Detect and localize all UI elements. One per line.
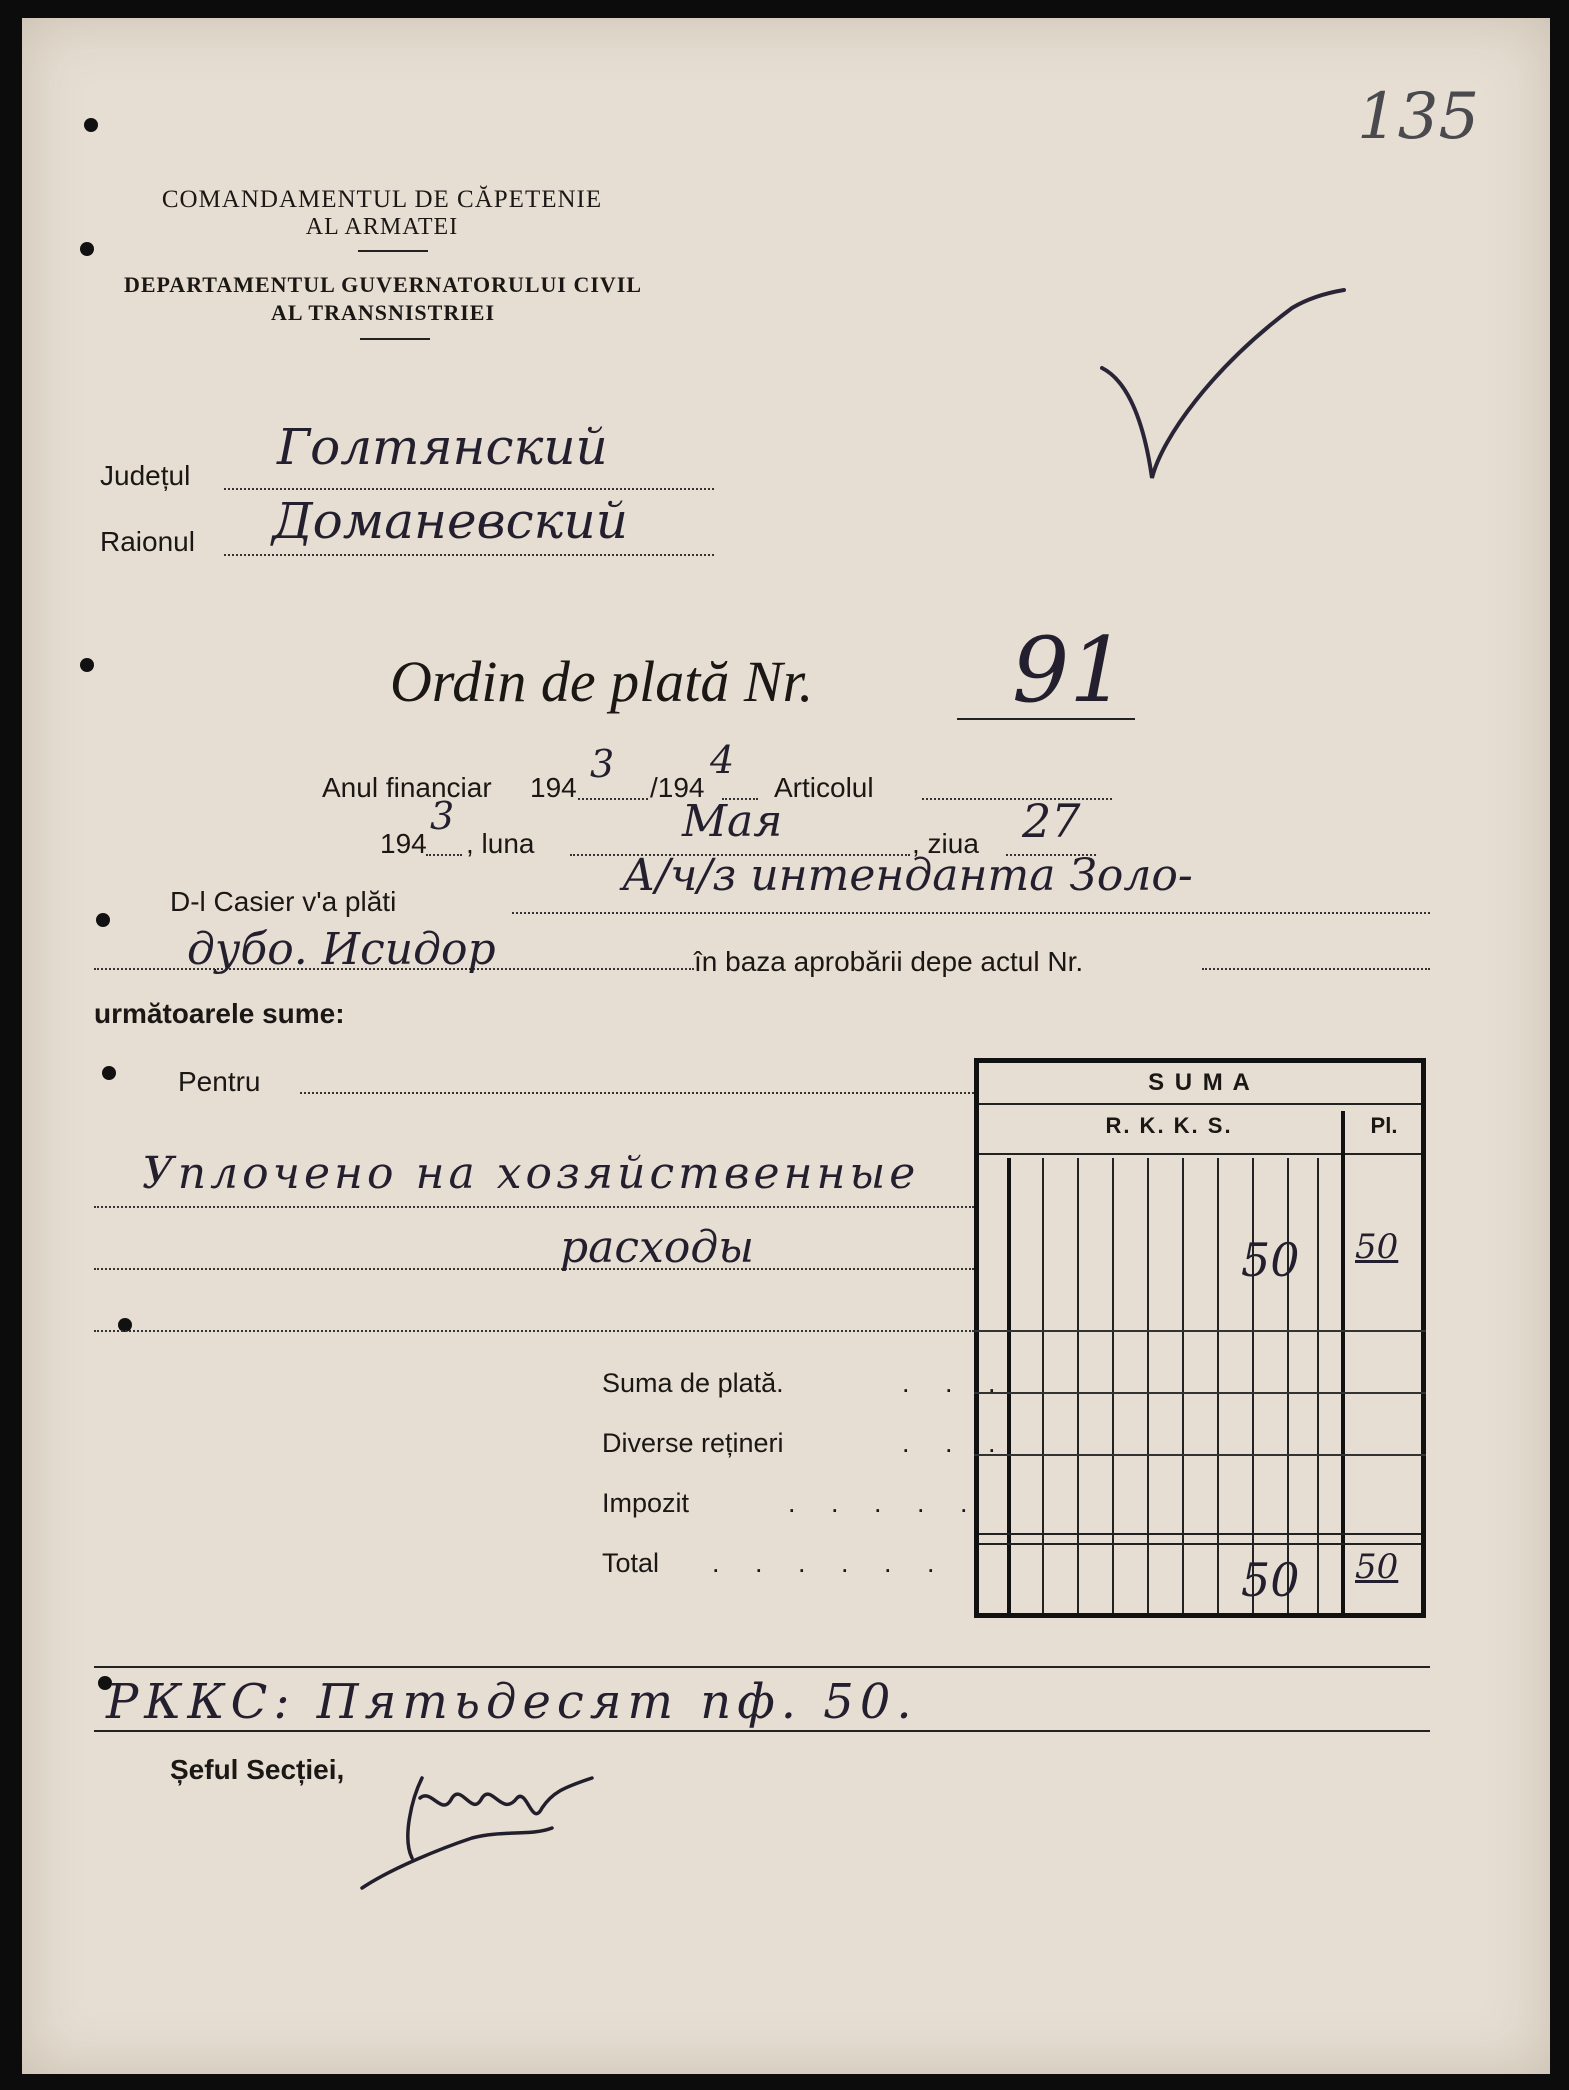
pl-header: Pl. — [1370, 1113, 1398, 1138]
words-line-top — [94, 1666, 1430, 1668]
aprobare-label: în baza aprobării depe actul Nr. — [694, 946, 1084, 977]
sum-in-words: РККС: Пятьдесят пф. 50. — [106, 1674, 918, 1730]
pentru-line-3 — [94, 1330, 974, 1332]
document-title: Ordin de plată Nr. — [390, 649, 814, 714]
pentru-line-0 — [300, 1092, 974, 1094]
raionul-line — [224, 554, 714, 556]
header-line-2: AL ARMATEI — [305, 214, 459, 240]
header-divider — [360, 338, 430, 340]
articolul-line — [922, 798, 1112, 800]
casier-label: D-l Casier v'a plăti — [170, 886, 397, 917]
suma-table — [974, 1058, 1426, 1618]
year-line-1 — [578, 798, 648, 800]
date-year-prefix: 194 — [380, 828, 427, 859]
suma-header: S U M A — [1148, 1069, 1252, 1096]
leader-dots: . . . . . . — [712, 1548, 949, 1578]
punch-hole — [84, 118, 98, 132]
aprobare-line — [1202, 968, 1430, 970]
casier-line — [512, 912, 1430, 914]
check-mark-icon — [1082, 288, 1362, 508]
diverse-retineri-label: Diverse rețineri — [602, 1428, 784, 1458]
punch-hole — [80, 658, 94, 672]
pentru-label: Pentru — [178, 1066, 261, 1097]
pentru-value-line-1: Уплочено на хозяйственные — [142, 1148, 920, 1199]
luna-label: , luna — [466, 828, 535, 859]
total-label: Total — [602, 1548, 660, 1578]
punch-hole — [96, 913, 110, 927]
date-year-digit: 3 — [430, 794, 455, 838]
year-prefix: 194 — [530, 772, 577, 803]
leader-dots: . . . — [902, 1368, 1010, 1398]
rkks-header: R. K. K. S. — [1105, 1113, 1233, 1138]
page-number: 135 — [1357, 80, 1480, 154]
year-digit-2: 4 — [710, 738, 735, 782]
judetul-value: Голтянский — [277, 418, 608, 476]
total-amount-pl: 50 — [1355, 1547, 1399, 1587]
payee-value-line-1: А/ч/з интенданта Золо- — [622, 850, 1193, 901]
table-rule — [979, 1533, 1421, 1535]
ziua-value: 27 — [1022, 794, 1081, 848]
table-rule — [979, 1103, 1421, 1105]
table-row-line — [974, 1392, 1426, 1394]
header-line-4: AL TRANSNISTRIEI — [270, 300, 496, 325]
header-line-1: COMANDAMENTUL DE CĂPETENIE — [161, 186, 603, 213]
suma-de-plata-label: Suma de plată. — [602, 1368, 784, 1398]
date-year-line — [426, 854, 462, 856]
seful-sectiei-label: Șeful Secției, — [170, 1754, 345, 1785]
table-rule — [979, 1543, 1421, 1545]
payee-value-line-2: дубо. Исидор — [187, 924, 496, 975]
pentru-value-line-2: расходы — [560, 1222, 755, 1273]
total-amount: 50 — [1241, 1553, 1300, 1607]
document-page — [22, 18, 1550, 2074]
raionul-value: Доманевский — [272, 492, 628, 550]
leader-dots: . . . — [902, 1428, 1010, 1458]
pentru-amount-pl: 50 — [1355, 1227, 1399, 1267]
impozit-label: Impozit — [602, 1488, 690, 1518]
table-row-line — [974, 1330, 1426, 1332]
punch-hole — [80, 242, 94, 256]
luna-value: Мая — [682, 796, 783, 847]
judetul-label: Județul — [100, 460, 191, 491]
header-divider — [358, 250, 428, 252]
pentru-line-1 — [94, 1206, 974, 1208]
order-number: 91 — [1012, 618, 1127, 723]
words-line-bottom — [94, 1730, 1430, 1732]
pentru-line-2 — [94, 1268, 974, 1270]
judetul-line — [224, 488, 714, 490]
raionul-label: Raionul — [100, 526, 195, 557]
ziua-label: , ziua — [912, 828, 979, 859]
articolul-label: Articolul — [774, 772, 874, 803]
year-separator: /194 — [650, 772, 705, 803]
punch-hole — [102, 1066, 116, 1080]
urmatoarele-label: următoarele sume: — [94, 998, 345, 1029]
table-rule — [979, 1153, 1421, 1155]
signature — [302, 1758, 702, 1908]
leader-dots: . . . . . — [788, 1488, 982, 1518]
pentru-amount: 50 — [1241, 1233, 1300, 1287]
table-column-rule — [1341, 1111, 1345, 1613]
anul-financiar-label: Anul financiar — [322, 772, 492, 803]
year-digit-1: 3 — [590, 742, 615, 786]
table-row-line — [974, 1454, 1426, 1456]
header-line-3: DEPARTAMENTUL GUVERNATORULUI CIVIL — [123, 272, 643, 297]
